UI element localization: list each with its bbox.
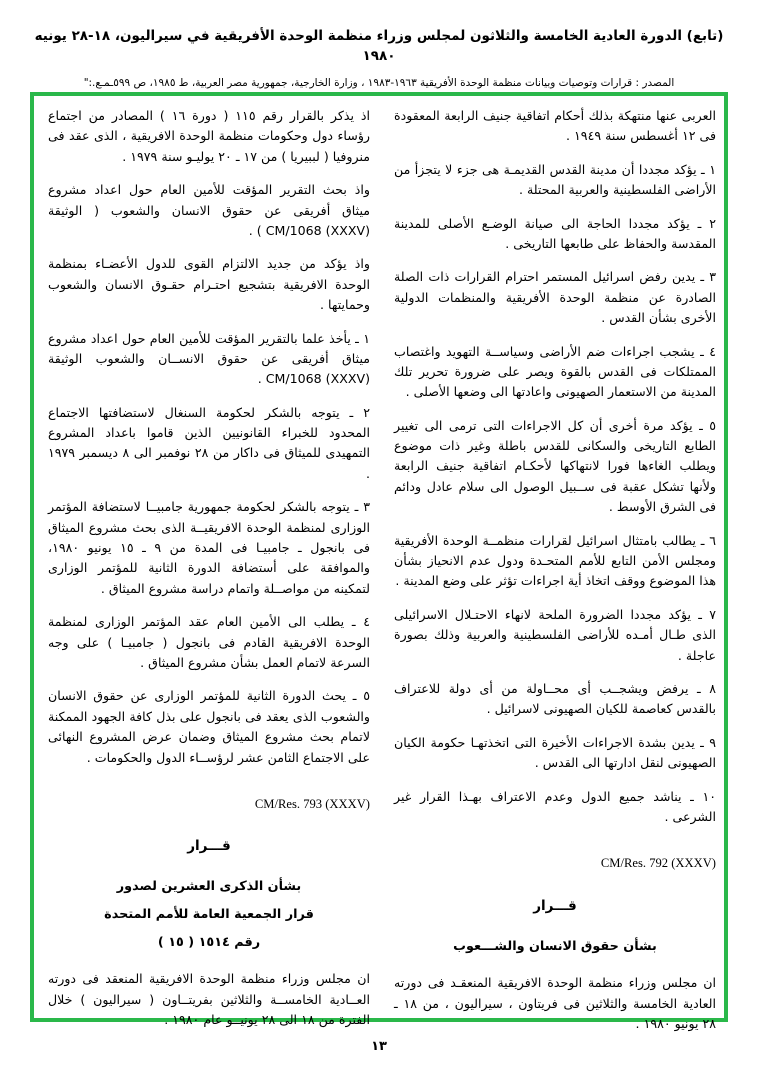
paragraph: واذ بحث التقرير المؤقت للأمين العام حول اعداد مشروع ميثاق أفريقى عن حقوق الانسان والشعوب ( الوثيقة CM/1068 (XXXV) ) . xyxy=(48,182,370,238)
column-left xyxy=(48,106,371,1028)
paragraph: ٣ ـ يدين رفض اسرائيل المستمر احترام القرارات ذات الصلة الصادرة عن منظمة الوحدة الأفريقية والمنظمات الدولية الأخرى بشأن القدس . xyxy=(394,269,716,326)
paragraph: واذ يؤكد من جديد الالتزام القوى للدول الأعضـاء بمنظمة الوحدة الافريقية بتشجيع احتـرام حقـوق الانسان والشعوب وحمايتها . xyxy=(48,256,370,313)
page-number: ١٣ xyxy=(371,1039,387,1054)
page-header-title: (تابع) الدورة العادية الخامسة والثلاثون لمجلس وزراء منظمة الوحدة الأفريقية في سيراليون، ١٨-٢٨ يونيه ١٩٨٠ xyxy=(34,28,724,65)
resolution-title-line: بشأن الذكرى العشرين لصدور xyxy=(116,879,302,895)
paragraph: ٢ ـ يؤكد مجددا الحاجة الى صيانة الوضـع الأصلى للمدينة المقدسة والحفاظ على طابعها التاريخى . xyxy=(394,215,716,251)
paragraph: ٤ ـ يطلب الى الأمين العام عقد المؤتمر الوزارى لمنظمة الوحدة الافريقية القادم فى بانجول ( جامبيـا ) على وجه السرعة لاتمام العمل بشأن مشروع الميثاق . xyxy=(48,614,370,670)
resolution-heading: قـــرار xyxy=(187,838,231,855)
paragraph: اذ يذكر بالقرار رقم ١١٥ ( دورة ١٦ ) المصادر من اجتماع رؤساء دول وحكومات منظمة الوحدة الافريقية ، الذى عقد فى منروفيا ( لببيريا ) من ١٧ ـ ٢٠ يوليـو سنة ١٩٧٩ . xyxy=(48,108,371,164)
paragraph: ٥ ـ يحث الدورة الثانية للمؤتمر الوزارى عن حقوق الانسان والشعوب الذى يعقد فى بانجول على بذل كافة الجهود الممكنة لاتمام بحث مشروع الميثاق وضمان عرض المشروع النهائى على الاجتماع الثامن عشر لرؤســاء الدول والحكومات . xyxy=(48,688,370,765)
paragraph: ١٠ ـ يناشد جميع الدول وعدم الاعتراف بهـذا القرار غير الشرعى . xyxy=(394,788,716,824)
resolution-title-line: رقم ١٥١٤ ( ١٥ ) xyxy=(157,934,261,950)
resolution-title-line: قرار الجمعية العامة للأمم المتحدة xyxy=(104,906,314,922)
resolution-identifier: CM/Res. 793 (XXXV) xyxy=(254,796,370,811)
paragraph: ٩ ـ يدين بشدة الاجراءات الأخيرة التى اتخذتهـا حكومة الكيان الصهيونى لنقل ادارتها الى القدس . xyxy=(394,734,716,771)
paragraph: ٦ ـ يطالب بامتثال اسرائيل لقرارات منظمــة الوحدة الأفريقية ومجلس الأمن التابع للأمم المتحـدة ودول عدم الانحياز بشأن هذا الموضوع ووقف اتخاذ أية اجراءات تؤثر على وضع المدينة . xyxy=(394,532,716,589)
paragraph: ٣ ـ يتوجه بالشكر لحكومة جمهورية جامبيــا لاستضافة المؤتمر الوزارى لمنظمة الوحدة الافريقيــة الذى بحث مشروع الميثاق فى بانجول ـ جامبيـا فى المدة من ٩ ـ ١٥ يونيو ١٩٨٠، والموافقة على أستضافة الدورة الثانية للمؤتمر الوزارى لتمكينه من مواصــلة واتمام دراسة مشروع الميثاق . xyxy=(48,499,370,596)
paragraph: ١ ـ يؤكد مجددا أن مدينة القدس القديمـة هى جزء لا يتجزأ من الأراضى الفلسطينية والعربية المحتلة . xyxy=(394,161,716,198)
resolution-heading: قـــرار xyxy=(533,897,577,914)
paragraph: ٧ ـ يؤكد مجددا الضرورة الملحة لانهاء الاحتـلال الاسرائيلى الذى طـال أمـده للأراضى الفلسطينية والعربية وذلك بصورة عاجلة . xyxy=(394,606,716,663)
page-header xyxy=(0,0,758,91)
resolution-preamble: ان مجلس وزراء منظمة الوحدة الافريقية المنعقـد فى دورته العادية الخامسة والثلاثين فى فريتاون ، سيراليون ، من ١٨ ـ ٢٨ يونيو ١٩٨٠ . xyxy=(394,975,716,1032)
resolution-preamble: ان مجلس وزراء منظمة الوحدة الافريقية المنعقد فى دورته العــادية الخامســة والثلاثين بفريتــاون ( سيراليون ) خلال الفترة من ١٨ الى ٢٨ يونيــو عام ١٩٨٠ . xyxy=(48,971,370,1028)
paragraph: العربى عنها منتهكة بذلك أحكام اتفاقية جنيف الرابعة المعقودة فى ١٢ أغسطس سنة ١٩٤٩ . xyxy=(394,108,716,144)
resolution-identifier: CM/Res. 792 (XXXV) xyxy=(600,856,716,871)
paragraph: ١ ـ يأخذ علما بالتقرير المؤقت للأمين العام حول اعداد مشروع ميثاق أفريقى عن حقوق الانســان والشعوب الوثيقة CM/1068 (XXXV) . xyxy=(48,330,370,387)
resolution-title: بشأن حقوق الانسان والشـــعوب xyxy=(453,938,657,954)
column-right xyxy=(394,106,716,1032)
paragraph: ٢ ـ يتوجه بالشكر لحكومة السنغال لاستضافتها الاجتماع المحدود للخبراء القانونيين الذين قاموا باعداد المشروع التمهيدى للميثاق فى داكار من ٢٨ نوفمبر الى ٨ ديسمبر ١٩٧٩ . xyxy=(48,404,370,481)
paragraph: ٨ ـ يرفض ويشجــب أى محــاولة من أى دولة للاعتراف بالقدس كعاصمة للكيان الصهيونى لاسرائيل . xyxy=(394,680,716,717)
page-header-source: المصدر : قرارات وتوصيات وبيانات منظمة الوحدة الأفريقية ١٩٦٣-١٩٨٣ ، وزارة الخارجية، جمهورية مصر العربية، ط ١٩٨٥، ص ٥٩٩ـمـع.:" xyxy=(83,76,675,89)
two-column-body xyxy=(44,106,716,1032)
paragraph: ٤ ـ يشجب اجراءات ضم الأراضى وسياســة التهويد واغتصاب الممتلكات فى القدس بالقوة ويصر على ضرورة تحرير تلك المدينة من الاستعمار الصهيونى واعادتها الى وضعها الأصلى . xyxy=(394,343,716,400)
paragraph: ٥ ـ يؤكد مرة أخرى أن كل الاجراءات التى ترمى الى تغيير الطابع التاريخى والسكانى للقدس باطلة وغير ذات موضوع ويطلب الغاءها فورا لانتهاكها لأحكـام اتفاقية جنيف الرابعة ولأنها تشكل عقبة فى ســبيل الوصول الى سلام عادل ودائم فى الشرق الأوسط . xyxy=(394,417,716,515)
